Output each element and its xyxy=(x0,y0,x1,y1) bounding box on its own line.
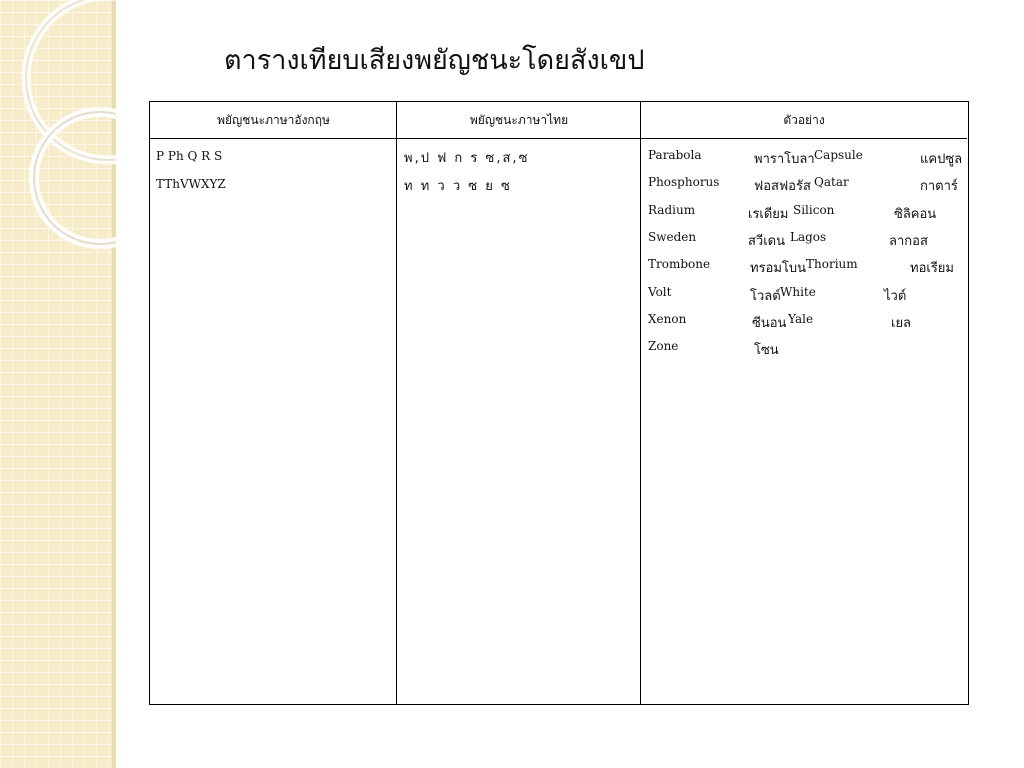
example-thai-1: ซีนอน xyxy=(752,316,787,331)
example-row xyxy=(648,285,966,305)
example-thai-1: เรเดียม xyxy=(748,207,789,222)
example-thai-2: กาตาร์ xyxy=(920,179,958,194)
header-thai-consonants: พยัญชนะภาษาไทย xyxy=(397,102,641,139)
example-english-1: Volt xyxy=(648,285,672,299)
header-english-consonants: พยัญชนะภาษาอังกฤษ xyxy=(150,102,397,139)
example-row xyxy=(648,230,966,250)
example-thai-2: ไวต์ xyxy=(884,289,907,304)
example-english-1: Sweden xyxy=(648,230,697,244)
example-english-2: Qatar xyxy=(814,175,849,189)
page-title: ตารางเทียบเสียงพยัญชนะโดยสังเขป xyxy=(224,45,645,76)
example-english-2: White xyxy=(780,285,816,299)
example-row xyxy=(648,257,966,277)
thai-consonants-line-1: พ,ป ฟ ก ร ซ,ส,ซ xyxy=(404,151,530,166)
header-examples: ตัวอย่าง xyxy=(641,102,967,139)
example-row xyxy=(648,175,966,195)
english-consonants-line-1: P Ph Q R S xyxy=(156,149,223,163)
example-thai-1: ทรอมโบน xyxy=(750,261,807,276)
example-row xyxy=(648,203,966,223)
example-thai-2: ทอเรียม xyxy=(910,261,954,276)
example-thai-1: พาราโบลา xyxy=(754,152,815,167)
example-english-2: Thorium xyxy=(806,257,858,271)
example-english-2: Yale xyxy=(788,312,814,326)
thai-consonants-line-2: ท ท ว ว ซ ย ซ xyxy=(404,179,512,194)
example-thai-2: เยล xyxy=(891,316,912,331)
example-thai-2: ลากอส xyxy=(889,234,928,249)
example-english-1: Radium xyxy=(648,203,696,217)
english-consonants-line-2: TThVWXYZ xyxy=(156,177,226,191)
example-row xyxy=(648,312,966,332)
example-row xyxy=(648,339,966,359)
decorative-circles xyxy=(0,0,116,768)
example-thai-2: แคปซูล xyxy=(920,152,963,167)
example-english-1: Xenon xyxy=(648,312,687,326)
example-thai-1: โวลต์ xyxy=(750,289,781,304)
example-english-2: Lagos xyxy=(790,230,827,244)
example-thai-1: สวีเดน xyxy=(748,234,786,249)
example-english-1: Trombone xyxy=(648,257,711,271)
example-english-2: Capsule xyxy=(814,148,863,162)
example-thai-1: โซน xyxy=(754,343,779,358)
example-english-1: Parabola xyxy=(648,148,702,162)
column-divider-2 xyxy=(640,102,641,704)
example-english-2: Silicon xyxy=(793,203,835,217)
column-divider-1 xyxy=(396,102,397,704)
example-english-1: Phosphorus xyxy=(648,175,720,189)
example-thai-1: ฟอสฟอรัส xyxy=(754,179,811,194)
example-thai-2: ซิลิคอน xyxy=(894,207,937,222)
consonant-comparison-table xyxy=(149,101,969,705)
example-row xyxy=(648,148,966,168)
example-english-1: Zone xyxy=(648,339,679,353)
